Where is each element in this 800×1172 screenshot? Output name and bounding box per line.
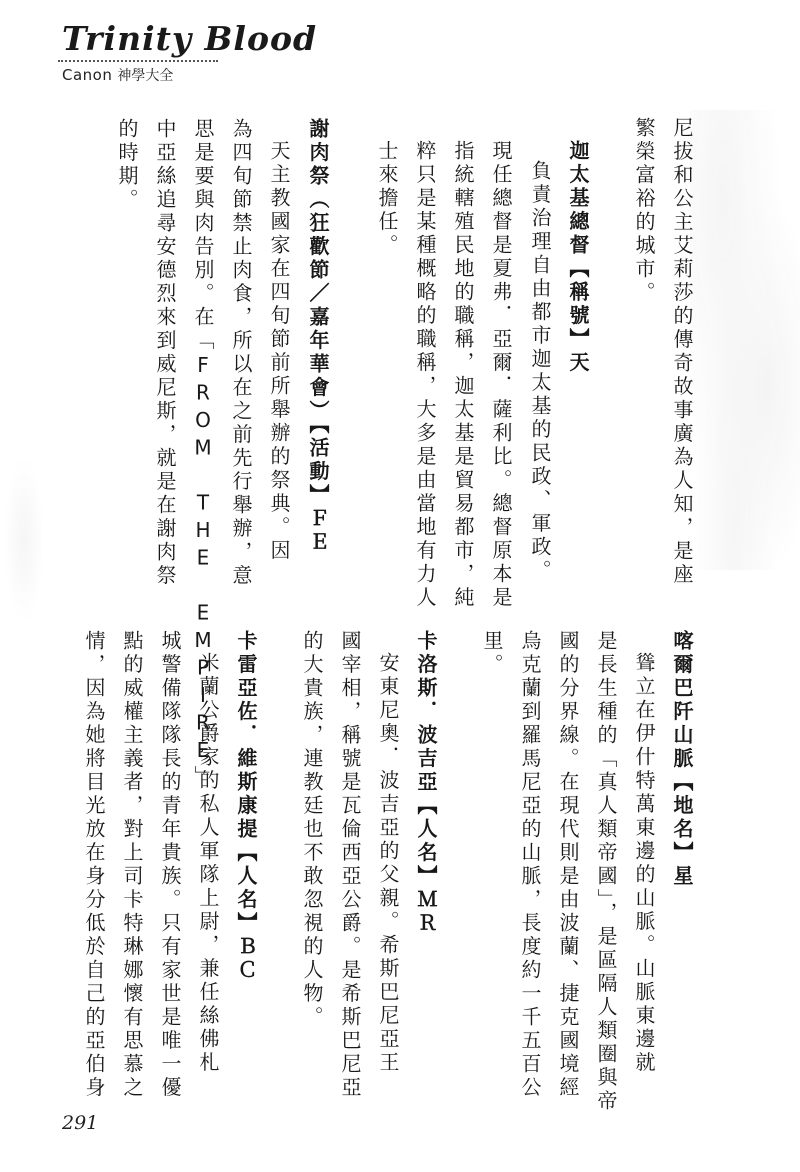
text-line: 天主教國家在四旬節前所舉辦的祭典。因 bbox=[267, 140, 291, 563]
text-line: 城警備隊隊長的青年貴族。只有家世是唯一優 bbox=[158, 630, 182, 1100]
text-line: 繁榮富裕的城市。 bbox=[632, 117, 656, 305]
text-line: 情，因為她將目光放在身分低於自己的亞伯身 bbox=[82, 630, 106, 1100]
subtitle-cjk: 神學大全 bbox=[117, 68, 174, 84]
text-line: 國的分界線。在現代則是由波蘭、捷克國境經 bbox=[556, 630, 580, 1100]
entry-heading: 喀爾巴阡山脈【地名】星 bbox=[670, 630, 694, 889]
text-line: 的大貴族，連教廷也不敢忽視的人物。 bbox=[300, 630, 324, 1030]
entry-heading: 卡雷亞佐．維斯康提【人名】ＢＣ bbox=[234, 630, 258, 983]
text-line: 安東尼奧．波吉亞的父親。希斯巴尼亞王 bbox=[376, 652, 400, 1075]
background-texture bbox=[690, 110, 800, 570]
background-texture bbox=[0, 440, 48, 640]
text-line: 聳立在伊什特萬東邊的山脈。山脈東邊就 bbox=[632, 652, 656, 1075]
header-divider bbox=[58, 60, 218, 62]
entry-heading: 迦太基總督【稱號】天 bbox=[566, 140, 590, 375]
page-number: 291 bbox=[62, 1112, 99, 1134]
text-line: 米蘭公爵家的私人軍隊上尉，兼任絲佛札 bbox=[196, 652, 220, 1075]
text-line: 為四旬節禁止肉食，所以在之前先行舉辦，意 bbox=[229, 118, 253, 588]
text-line: 現任總督是夏弗．亞爾．薩利比。總督原本是 bbox=[489, 140, 513, 610]
text-line: 思是要與肉告別。在「FROM THE EMPIRE」 bbox=[191, 118, 215, 789]
text-line: 點的威權主義者，對上司卡特琳娜懷有思慕之 bbox=[120, 630, 144, 1100]
text-line: 指統轄殖民地的職稱，迦太基是貿易都市，純 bbox=[451, 140, 475, 610]
entry-heading: 卡洛斯．波吉亞【人名】ＭＲ bbox=[414, 630, 438, 936]
text-line: 負責治理自由都市迦太基的民政、軍政。 bbox=[528, 160, 552, 583]
text-line: 的時期。 bbox=[115, 118, 139, 212]
text-line: 是長生種的「真人類帝國」，是區隔人類圈與帝 bbox=[594, 630, 618, 1114]
text-line: 士來擔任。 bbox=[375, 140, 399, 258]
text-line: 粹只是某種概略的職稱，大多是由當地有力人 bbox=[413, 140, 437, 610]
text-line: 國宰相，稱號是瓦倫西亞公爵。是希斯巴尼亞 bbox=[338, 630, 362, 1100]
text-line: 烏克蘭到羅馬尼亞的山脈，長度約一千五百公 bbox=[518, 630, 542, 1100]
text-line: 尼拔和公主艾莉莎的傳奇故事廣為人知，是座 bbox=[670, 117, 694, 587]
entry-heading: 謝肉祭（狂歡節／嘉年華會）【活動】ＦＥ bbox=[306, 118, 330, 555]
series-title: Trinity Blood bbox=[62, 19, 318, 58]
subtitle-latin: Canon bbox=[62, 66, 113, 84]
text-line: 中亞絲追尋安德烈來到威尼斯，就是在謝肉祭 bbox=[153, 118, 177, 588]
text-line: 里。 bbox=[480, 630, 504, 677]
header-subtitle bbox=[62, 67, 173, 83]
